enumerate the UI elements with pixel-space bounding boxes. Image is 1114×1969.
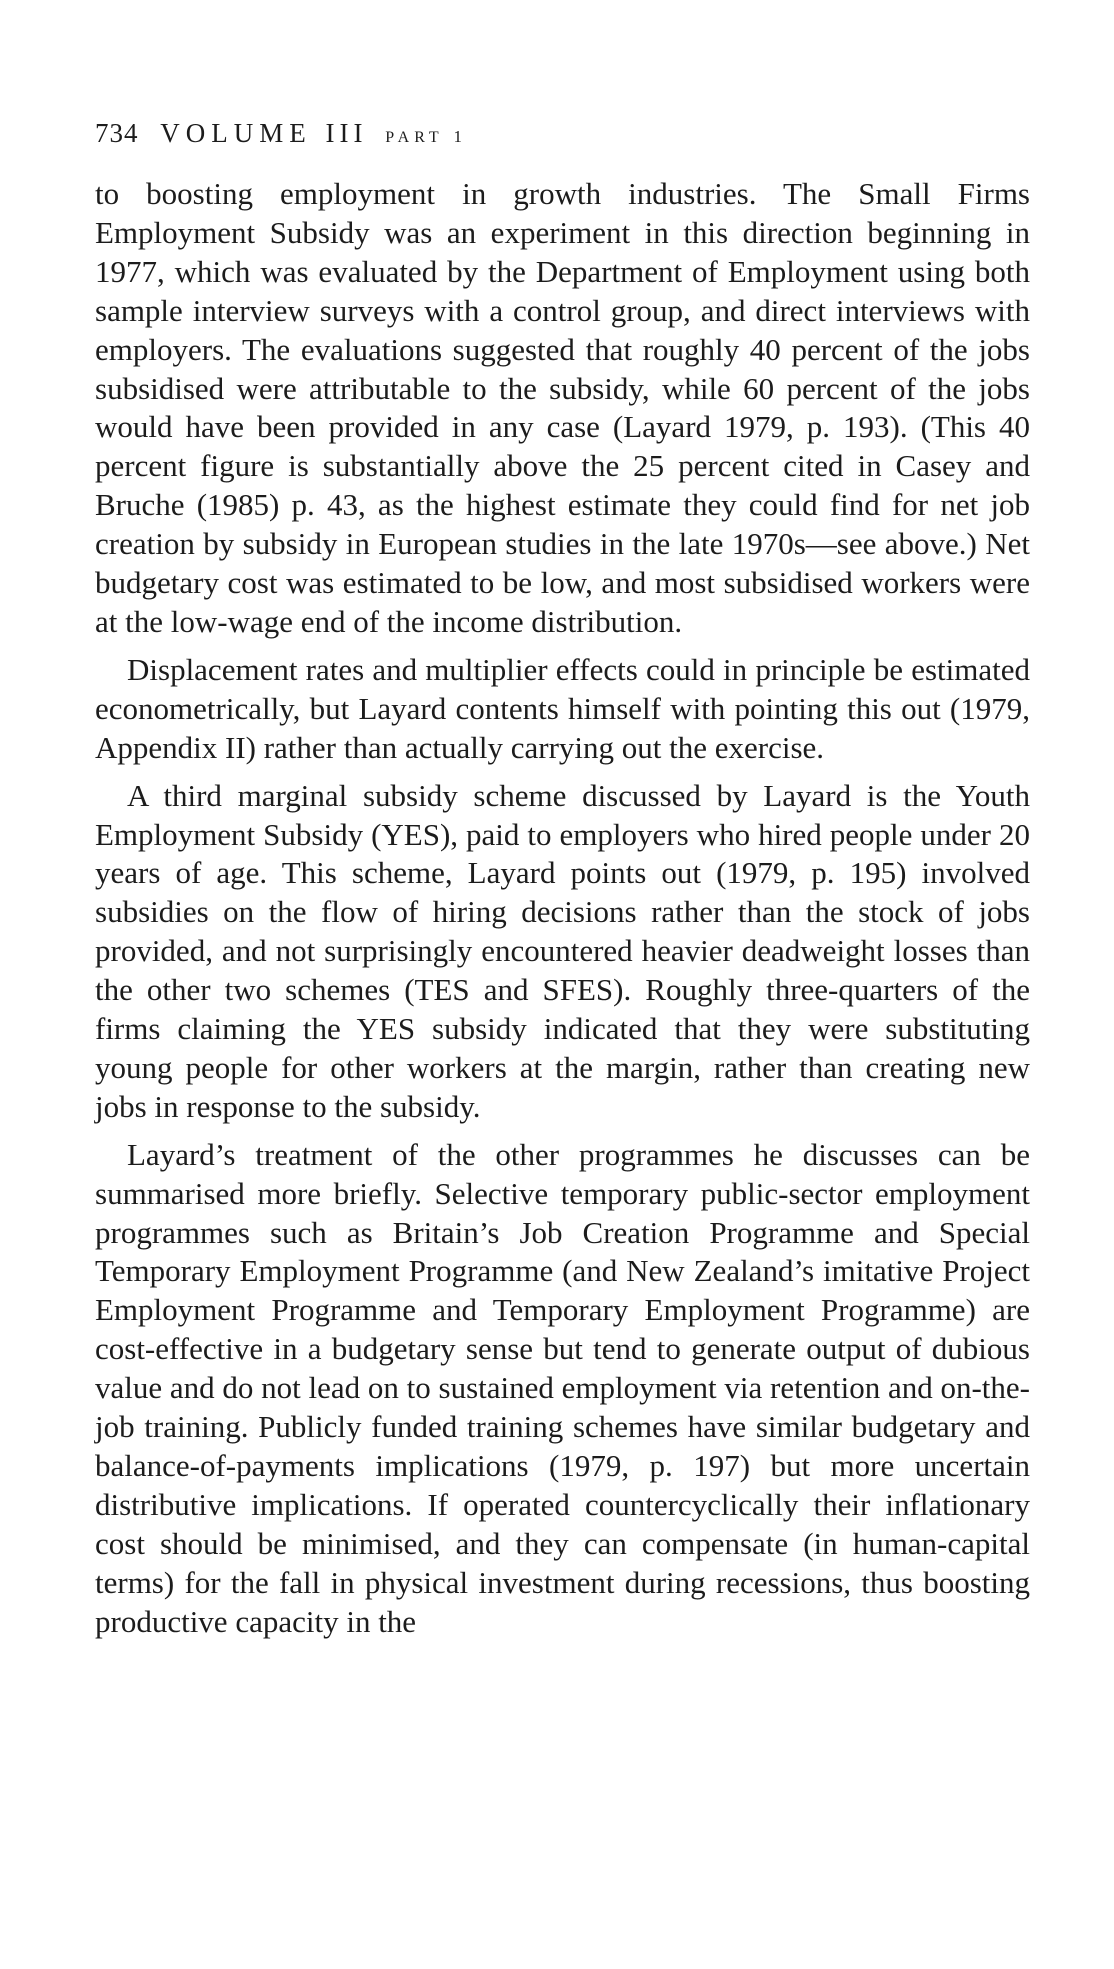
part-label: PART [385, 129, 444, 146]
page-number: 734 [95, 118, 139, 148]
running-head [95, 120, 1030, 147]
part-number: 1 [453, 127, 463, 146]
paragraph-4: Layard’s treatment of the other programmes he discusses can be summarised more briefly. Selective temporary public-sector employment programmes such as Britain’s Job Creation Programme and Special Temporary Employment Programme (and New Zealand’s imitative Project Employment Programme and Temporary Employment Programme) are cost-effective in a budgetary sense but tend to generate output of dubious value and do not lead on to sustained employment via retention and on-the-job training. Publicly funded training schemes have similar budgetary and balance-of-payments implications (1979, p. 197) but more uncertain distributive implications. If operated countercyclically their inflationary cost should be minimised, and they can compensate (in human-capital terms) for the fall in physical investment during recessions, thus boosting productive capacity in the [95, 1136, 1030, 1639]
volume-number: III [325, 118, 368, 148]
paragraph-1: to boosting employment in growth industries. The Small Firms Employment Subsidy was an experiment in this direction beginning in 1977, which was evaluated by the Department of Employment using both sample interview surveys with a control group, and direct interviews with employers. The evaluations suggested that roughly 40 percent of the jobs subsidised were attributable to the subsidy, while 60 percent of the jobs would have been provided in any case (Layard 1979, p. 193). (This 40 percent figure is substantially above the 25 percent cited in Casey and Bruche (1985) p. 43, as the highest estimate they could find for net job creation by subsidy in European studies in the late 1970s—see above.) Net budgetary cost was estimated to be low, and most subsidised workers were at the low-wage end of the income distribution. [95, 176, 1030, 639]
paragraph-3: A third marginal subsidy scheme discussed by Layard is the Youth Employment Subsidy (YES), paid to employers who hired people under 20 years of age. This scheme, Layard points out (1979, p. 195) involved subsidies on the flow of hiring decisions rather than the stock of jobs provided, and not surprisingly encountered heavier deadweight losses than the other two schemes (TES and SFES). Roughly three-quarters of the firms claiming the YES subsidy indicated that they were substituting young people for other workers at the margin, rather than creating new jobs in response to the subsidy. [95, 777, 1030, 1124]
paragraph-2: Displacement rates and multiplier effects could in principle be estimated econometrically, but Layard contents himself with pointing this out (1979, Appendix II) rather than actually carrying out the exercise. [95, 651, 1030, 765]
body-text [95, 175, 1030, 1642]
volume-label: VOLUME [160, 118, 312, 148]
page [95, 120, 1030, 1651]
